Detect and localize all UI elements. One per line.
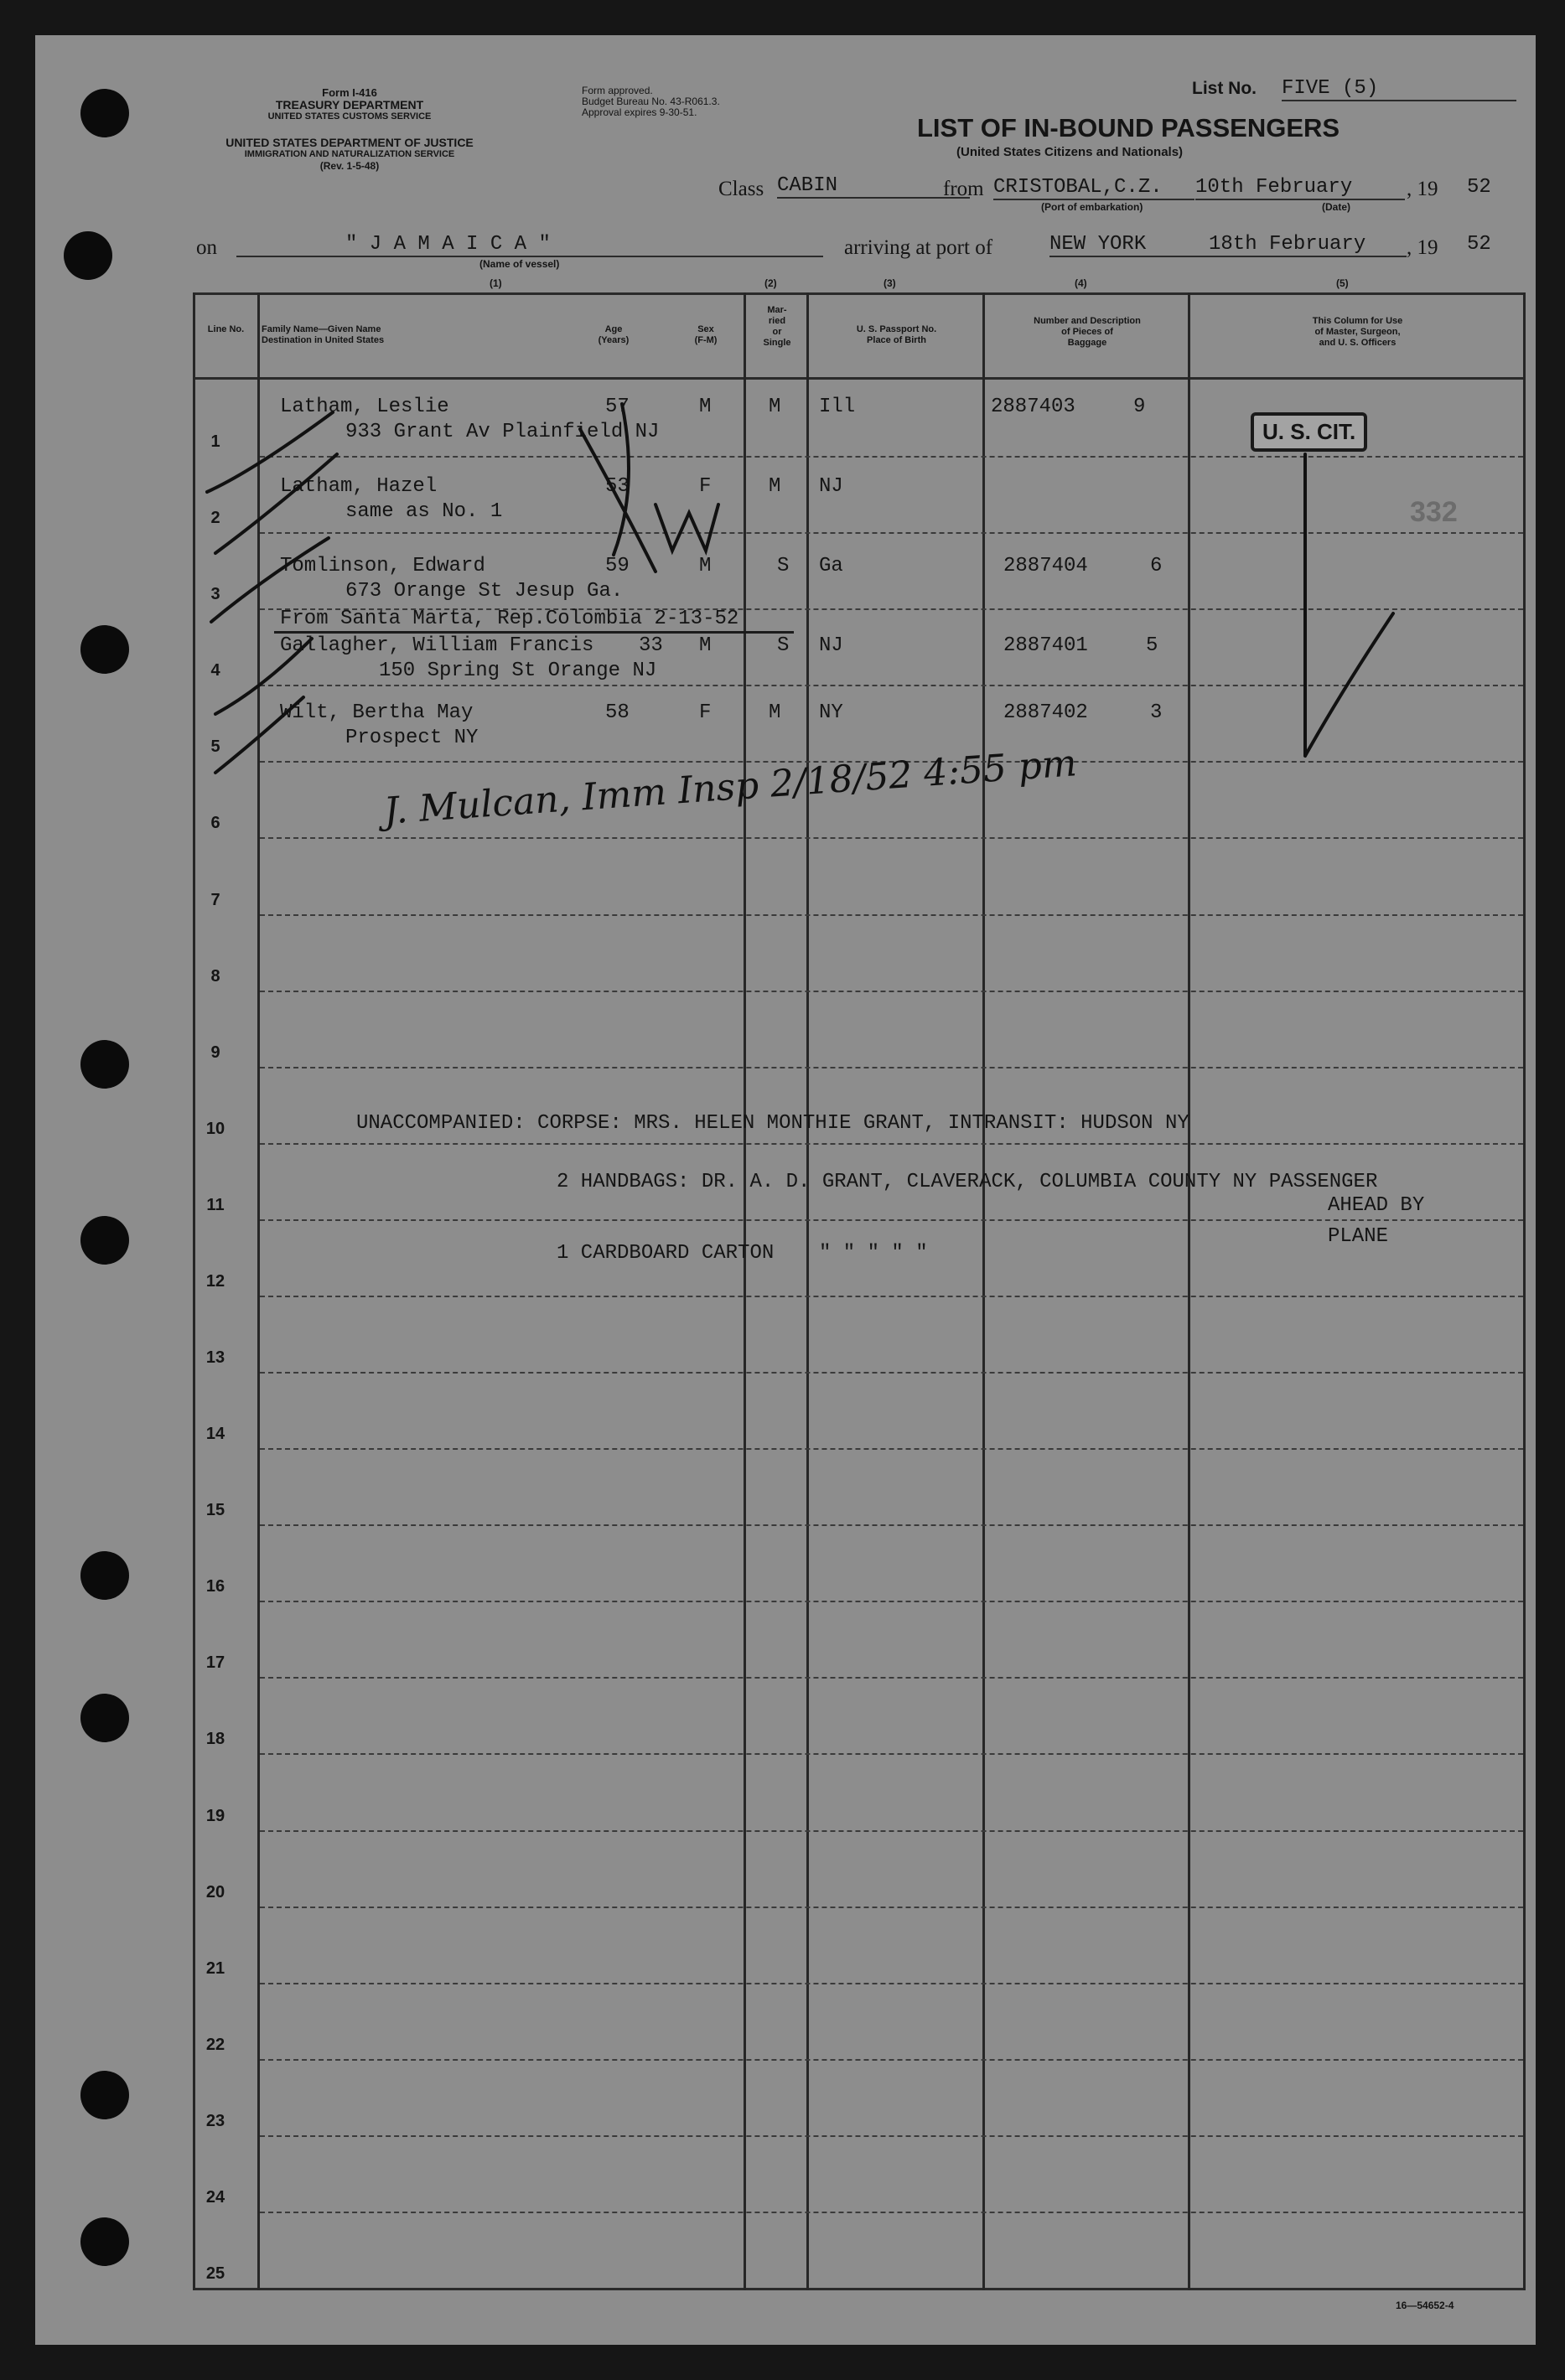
stamp-number: 332 [1410, 496, 1458, 528]
passenger-marital: M [769, 701, 781, 724]
passenger-marital: S [777, 555, 790, 577]
passenger-sex: M [699, 396, 712, 418]
revision: (Rev. 1-5-48) [319, 160, 380, 172]
passenger-sex: M [699, 634, 712, 657]
line-number: 25 [205, 2264, 225, 2283]
us-citizen-stamp: U. S. CIT. [1251, 412, 1367, 452]
line-number: 10 [205, 1119, 225, 1138]
col-num-3: (3) [884, 277, 896, 289]
line-number: 21 [205, 1958, 225, 1978]
baggage-pieces: 6 [1150, 555, 1163, 577]
punch-hole [80, 1551, 129, 1600]
arriving-label: arriving at port of [844, 236, 993, 259]
arrival-year: 52 [1467, 233, 1491, 256]
col-head-married: Mar- ried or Single [763, 305, 791, 348]
passenger-destination: same as No. 1 [345, 500, 503, 523]
passenger-birthplace: NJ [819, 634, 843, 657]
col-num-1: (1) [490, 277, 502, 289]
passenger-birthplace: NY [819, 701, 843, 724]
line-number: 20 [205, 1882, 225, 1901]
punch-hole [64, 231, 112, 280]
santa-marta-note: From Santa Marta, Rep.Colombia 2-13-52 [280, 608, 739, 630]
col-head-baggage: Number and Description of Pieces of Baggage [1034, 316, 1141, 348]
row-divider [260, 1601, 1523, 1602]
passenger-destination: 933 Grant Av Plainfield NJ [345, 421, 660, 443]
col-head-name: Family Name—Given Name Destination in United States [262, 324, 385, 345]
passenger-name: Latham, Hazel [280, 475, 438, 498]
row-divider [260, 991, 1523, 992]
line-number: 9 [210, 1043, 220, 1062]
passenger-age: 53 [605, 475, 630, 498]
date-caption: (Date) [1322, 201, 1351, 213]
col-head-age: Age (Years) [598, 324, 630, 345]
line-number: 4 [210, 661, 220, 680]
port-of-embarkation: CRISTOBAL,C.Z. [993, 176, 1194, 200]
line-number: 19 [205, 1806, 225, 1825]
row-divider [260, 1983, 1523, 1984]
list-no-value: FIVE (5) [1282, 77, 1516, 101]
passenger-age: 33 [639, 634, 663, 657]
form-id: Form I-416 [322, 86, 377, 99]
baggage-number: 2887402 [1003, 701, 1088, 724]
passenger-name: Tomlinson, Edward [280, 555, 485, 577]
punch-hole [80, 1694, 129, 1742]
manifest-sheet [35, 35, 1536, 2345]
row-divider [260, 1907, 1523, 1908]
col-head-passport: U. S. Passport No. Place of Birth [856, 324, 937, 345]
col-head-officers: This Column for Use of Master, Surgeon, and U. S. Officers [1312, 316, 1403, 348]
row-divider [260, 914, 1523, 916]
table-bottom-border [193, 2288, 1526, 2290]
row-divider [260, 1524, 1523, 1526]
list-no-label: List No. [1192, 79, 1257, 98]
baggage-pieces: 5 [1146, 634, 1158, 657]
punch-hole [80, 1216, 129, 1265]
row-divider [260, 2212, 1523, 2213]
punch-hole [80, 2071, 129, 2119]
inspector-signature: J. Mulcan, Imm Insp 2/18/52 4:55 pm [382, 742, 1079, 833]
punch-hole [80, 89, 129, 137]
passenger-name: Wilt, Bertha May [280, 701, 474, 724]
baggage-number: 2887403 [991, 396, 1075, 418]
row-divider [260, 1830, 1523, 1832]
ins-service: IMMIGRATION AND NATURALIZATION SERVICE [244, 149, 455, 159]
treasury-dept: TREASURY DEPARTMENT [275, 98, 424, 111]
line-number: 23 [205, 2111, 225, 2130]
punch-hole [80, 2217, 129, 2266]
approval-line-3: Approval expires 9-30-51. [582, 106, 697, 118]
passenger-birthplace: Ga [819, 555, 843, 577]
line-number: 17 [205, 1653, 225, 1673]
line-number: 5 [210, 737, 220, 757]
handwritten-marks [35, 35, 1536, 873]
passenger-age: 59 [605, 555, 630, 577]
check-mark-3 [211, 538, 329, 622]
unaccompanied-line-10: UNACCOMPANIED: CORPSE: MRS. HELEN MONTHIE GRANT, INTRANSIT: HUDSON NY [356, 1112, 1189, 1135]
check-mark-1 [207, 412, 333, 492]
line-number: 2 [210, 509, 220, 528]
age-scribble [580, 404, 656, 572]
passenger-destination: Prospect NY [345, 727, 479, 749]
approval-line-1: Form approved. [582, 85, 653, 96]
line-number: 6 [210, 814, 220, 833]
col-num-2: (2) [764, 277, 777, 289]
row-divider [260, 1219, 1523, 1221]
check-mark-2 [215, 454, 337, 553]
passenger-marital: M [769, 475, 781, 498]
class-label: Class [718, 178, 764, 200]
footer-code: 16—54652-4 [1396, 2300, 1454, 2311]
vessel-caption: (Name of vessel) [479, 258, 560, 270]
arrival-date: 18th February [1209, 233, 1407, 257]
passenger-sex: M [699, 555, 712, 577]
line-number: 16 [205, 1577, 225, 1596]
row-divider [260, 1677, 1523, 1679]
passenger-marital: M [769, 396, 781, 418]
from-year-prefix: , 19 [1407, 178, 1438, 200]
unaccompanied-plane: PLANE [1328, 1225, 1389, 1248]
baggage-pieces: 3 [1150, 701, 1163, 724]
passenger-birthplace: Ill [819, 396, 856, 418]
from-label: from [943, 178, 984, 200]
baggage-number: 2887404 [1003, 555, 1088, 577]
embarkation-date: 10th February [1195, 176, 1405, 200]
line-number: 11 [206, 1195, 225, 1214]
customs-service: UNITED STATES CUSTOMS SERVICE [267, 111, 432, 122]
port-caption: (Port of embarkation) [1041, 201, 1143, 213]
col-head-line-no-text: Line No. [207, 324, 245, 334]
line-number: 13 [205, 1348, 225, 1368]
row-divider [260, 1067, 1523, 1068]
approval-line-2: Budget Bureau No. 43-R061.3. [582, 96, 720, 107]
arrival-year-prefix: , 19 [1407, 236, 1438, 259]
row-divider [260, 2059, 1523, 2061]
row-divider [260, 2135, 1523, 2137]
officer-checkmark [1305, 454, 1393, 756]
unaccompanied-line-11: 2 HANDBAGS: DR. A. D. GRANT, CLAVERACK, COLUMBIA COUNTY NY PASSENGER [557, 1171, 1378, 1193]
punch-hole [80, 1040, 129, 1089]
unaccompanied-line-12: 1 CARDBOARD CARTON [557, 1242, 775, 1265]
ditto-marks: " " " " " [819, 1242, 928, 1265]
col-num-5: (5) [1336, 277, 1349, 289]
passenger-destination: 673 Orange St Jesup Ga. [345, 580, 624, 603]
passenger-age: 58 [605, 701, 630, 724]
arrival-port: NEW YORK [1049, 233, 1209, 257]
class-value: CABIN [777, 174, 970, 199]
check-mark-5 [215, 697, 303, 773]
baggage-pieces: 9 [1133, 396, 1146, 418]
line-number: 1 [210, 432, 220, 452]
line-number: 18 [205, 1730, 225, 1749]
passenger-age: 57 [605, 396, 630, 418]
passenger-sex: F [699, 475, 712, 498]
line-number: 22 [205, 2035, 225, 2054]
row-divider [260, 1296, 1523, 1297]
line-number: 24 [205, 2187, 225, 2207]
passenger-birthplace: NJ [819, 475, 843, 498]
on-label: on [196, 236, 217, 259]
line-number: 3 [210, 585, 220, 604]
line-number: 8 [210, 966, 220, 986]
row-divider [260, 1753, 1523, 1755]
passenger-marital: S [777, 634, 790, 657]
form-subtitle: (United States Citizens and Nationals) [956, 145, 1184, 159]
vessel-name: " J A M A I C A " [236, 233, 823, 257]
passenger-name: Latham, Leslie [280, 396, 449, 418]
line-number: 14 [205, 1425, 225, 1444]
line-number: 7 [210, 890, 220, 909]
punch-hole [80, 625, 129, 674]
passenger-name: Gallagher, William Francis [280, 634, 594, 657]
passenger-sex: F [699, 701, 712, 724]
row-divider [260, 1143, 1523, 1145]
baggage-number: 2887401 [1003, 634, 1088, 657]
initials-scribble [656, 504, 718, 551]
row-divider [260, 1372, 1523, 1374]
form-title: LIST OF IN-BOUND PASSENGERS [917, 113, 1340, 142]
col-head-sex: Sex (F-M) [694, 324, 718, 345]
line-number: 12 [205, 1271, 225, 1291]
justice-dept: UNITED STATES DEPARTMENT OF JUSTICE [225, 136, 474, 149]
unaccompanied-ahead-by: AHEAD BY [1328, 1194, 1425, 1217]
from-year: 52 [1467, 176, 1491, 199]
passenger-destination: 150 Spring St Orange NJ [379, 660, 657, 682]
row-divider [260, 1448, 1523, 1450]
line-number: 15 [205, 1501, 225, 1520]
col-num-4: (4) [1075, 277, 1087, 289]
